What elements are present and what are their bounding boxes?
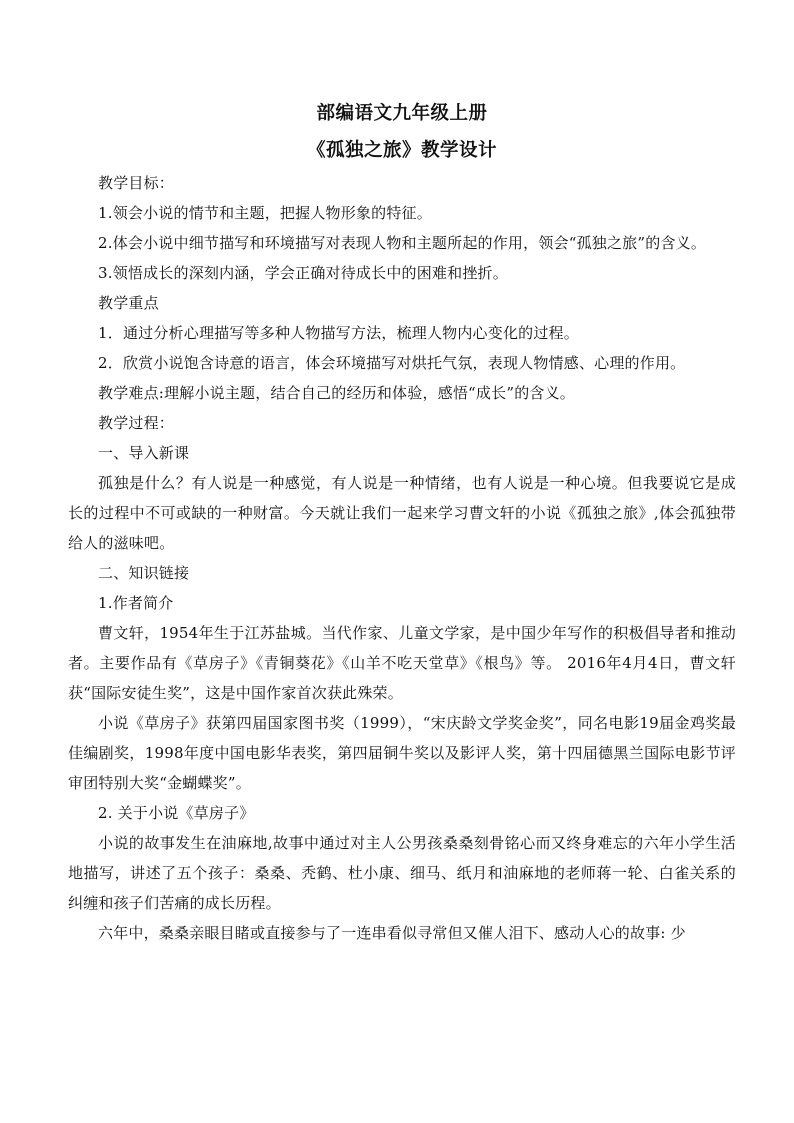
section-heading-intro: 一、导入新课 (98, 444, 190, 462)
document-title: 部编语文九年级上册 (316, 103, 488, 124)
subheading-novel: 2. 关于小说《草房子》 (98, 804, 255, 822)
body-paragraph: 小说的故事发生在油麻地,故事中通过对主人公男孩桑桑刻骨铭心而又终身难忘的六年小学生活地描写，讲述了五个孩子：桑桑、秃鹤、杜小康、细马、纸月和油麻地的老师蒋一轮、白雀关系的纠缠和孩子们苦痛的成长历程。 (68, 834, 736, 912)
document-subtitle: 《孤独之旅》教学设计 (306, 140, 497, 161)
body-paragraph: 孤独是什么？有人说是一种感觉，有人说是一种情绪，也有人说是一种心境。但我要说它是成长的过程中不可或缺的一种财富。今天就让我们一起来学习曹文轩的小说《孤独之旅》,体会孤独带给人的滋味吧。 (68, 474, 736, 552)
body-paragraph: 曹文轩，1954年生于江苏盐城。当代作家、儿童文学家，是中国少年写作的积极倡导者和推动者。主要作品有《草房子》《青铜葵花》《山羊不吃天堂草》《根鸟》等。 2016年4月4日，曹文轩获“国际安徒生奖”，这是中国作家首次获此殊荣。 (68, 624, 736, 702)
key-point-item: 1．通过分析心理描写等多种人物描写方法，梳理人物内心变化的过程。 (98, 324, 579, 342)
objective-item: 2.体会小说中细节描写和环境描写对表现人物和主题所起的作用，领会“孤独之旅”的含义。 (98, 234, 707, 252)
body-paragraph: 六年中，桑桑亲眼目睹或直接参与了一连串看似寻常但又催人泪下、感动人心的故事: 少 (98, 924, 686, 942)
section-heading-process: 教学过程： (98, 414, 175, 432)
section-heading-key-points: 教学重点 (98, 294, 159, 312)
objective-item: 3.领悟成长的深刻内涵，学会正确对待成长中的困难和挫折。 (98, 264, 508, 282)
key-point-item: 2．欣赏小说饱含诗意的语言，体会环境描写对烘托气氛，表现人物情感、心理的作用。 (98, 354, 686, 372)
body-paragraph: 小说《草房子》获第四届国家图书奖（1999），“宋庆龄文学奖金奖”，同名电影19届金鸡奖最佳编剧奖，1998年度中国电影华表奖，第四届铜牛奖以及影评人奖，第十四届德黑兰国际电影节评审团特别大奖“金蝴蝶奖”。 (68, 714, 736, 792)
section-heading-knowledge: 二、知识链接 (98, 564, 190, 582)
difficulty-paragraph: 教学难点:理解小说主题，结合自己的经历和体验，感悟“成长”的含义。 (98, 384, 575, 402)
section-heading-objectives: 教学目标： (98, 174, 175, 192)
subheading-author: 1.作者简介 (98, 594, 174, 612)
document-body (68, 96, 736, 948)
objective-item: 1.领会小说的情节和主题，把握人物形象的特征。 (98, 204, 432, 222)
